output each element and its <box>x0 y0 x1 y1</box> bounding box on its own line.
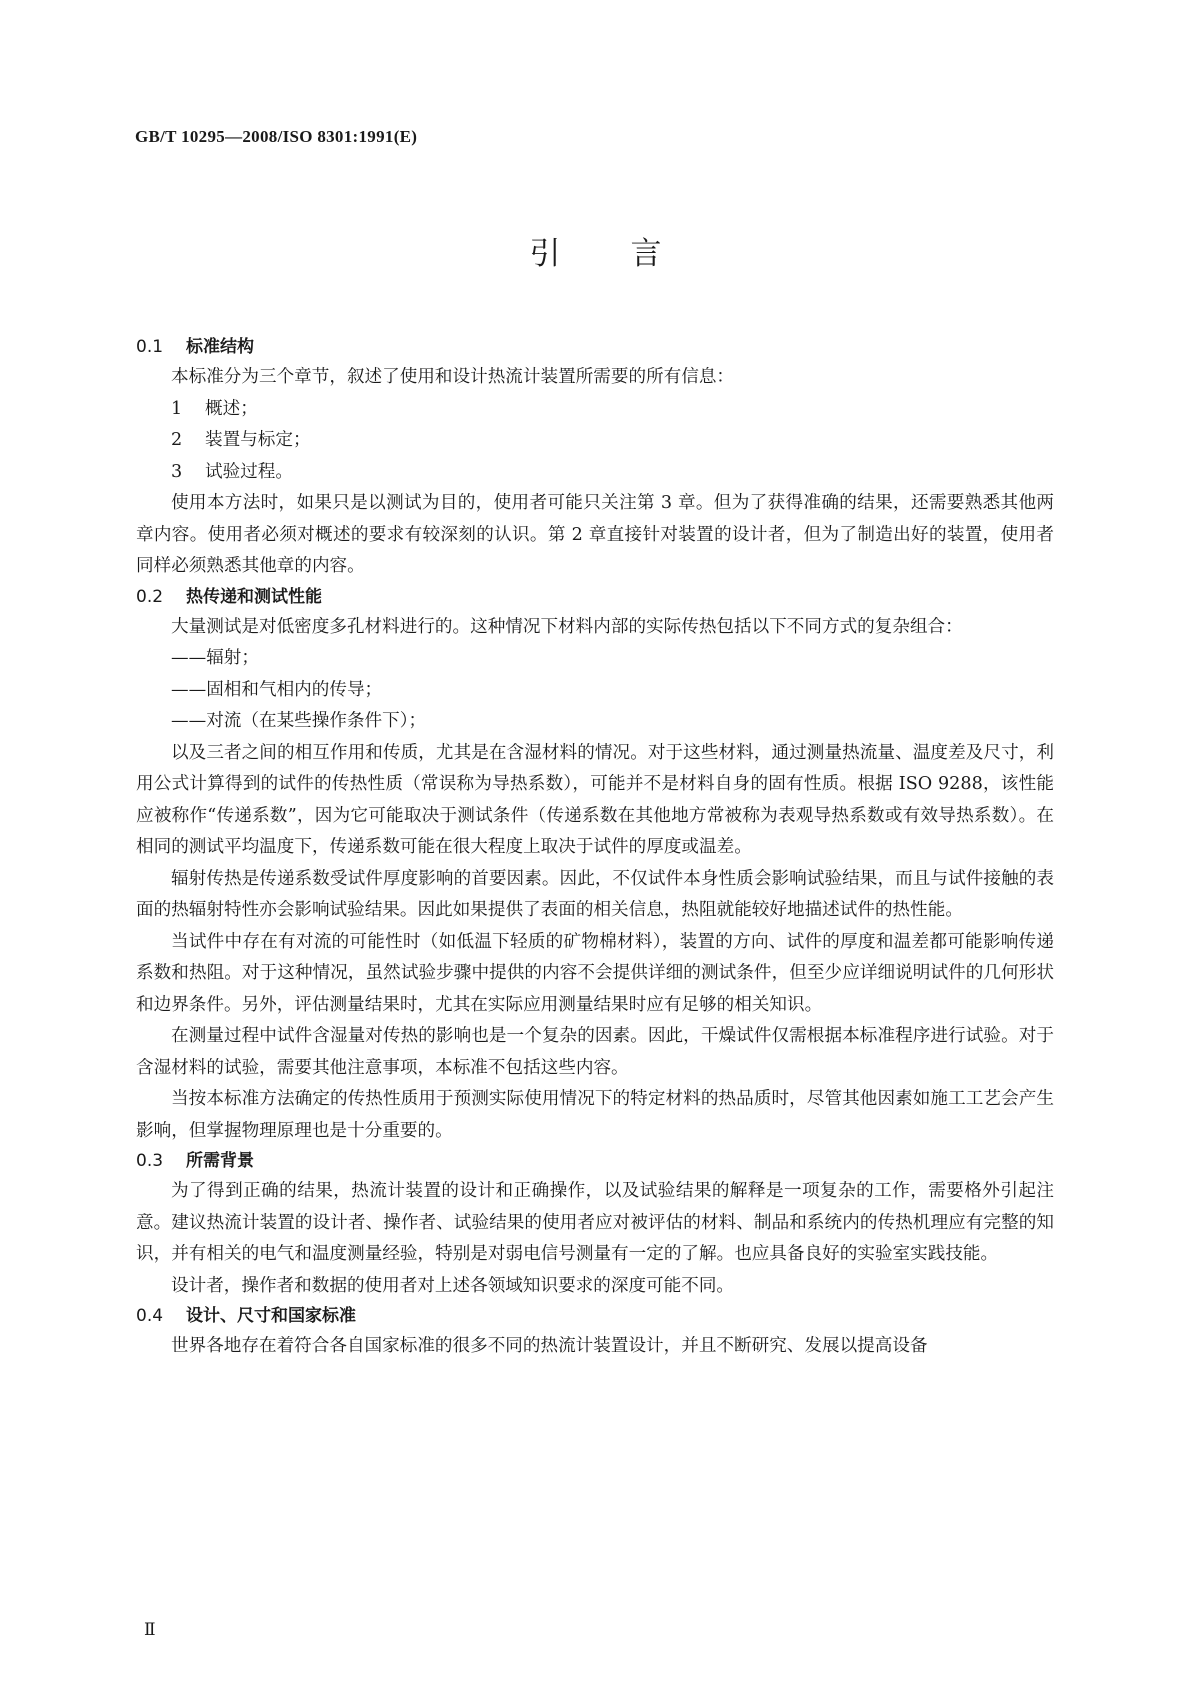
list-item <box>136 425 1054 457</box>
section-title: 设计、尺寸和国家标准 <box>186 1306 356 1326</box>
section-heading <box>136 333 1054 362</box>
page-number: Ⅱ <box>144 1620 156 1640</box>
paragraph: 设计者，操作者和数据的使用者对上述各领域知识要求的深度可能不同。 <box>171 1275 735 1296</box>
list-item <box>136 394 1054 426</box>
page-title: 引言 <box>529 236 732 272</box>
document-header: GB/T 10295—2008/ISO 8301:1991(E) <box>135 127 418 146</box>
dash-list-item: ——固相和气相内的传导； <box>171 679 383 700</box>
paragraph: 使用本方法时，如果只是以测试为目的，使用者可能只关注第 3 章。但为了获得准确的结果，还需要熟悉其他两章内容。使用者必须对概述的要求有较深刻的认识。第 2 章直接针对装置的设计者，但为了制造出好的装置，使用者同样必须熟悉其他章的内容。 <box>136 493 1054 576</box>
list-item-text: 装置与标定； <box>205 430 311 450</box>
section-title: 所需背景 <box>186 1151 254 1171</box>
list-item <box>136 457 1054 489</box>
section-number: 0.4 <box>136 1306 164 1326</box>
list-item-number: 1 <box>171 398 183 419</box>
dash-list-item: ——对流（在某些操作条件下）； <box>171 711 427 731</box>
list-item-number: 3 <box>171 461 183 482</box>
paragraph: 本标准分为三个章节，叙述了使用和设计热流计装置所需要的所有信息： <box>171 367 735 387</box>
paragraph: 辐射传热是传递系数受试件厚度影响的首要因素。因此，不仅试件本身性质会影响试验结果，而且与试件接触的表面的热辐射特性亦会影响试验结果。因此如果提供了表面的相关信息，热阻就能较好地描述试件的热性能。 <box>136 868 1054 920</box>
paragraph: 当试件中存在有对流的可能性时（如低温下轻质的矿物棉材料），装置的方向、试件的厚度和温差都可能影响传递系数和热阻。对于这种情况，虽然试验步骤中提供的内容不会提供详细的测试条件，但至少应详细说明试件的几何形状和边界条件。另外，评估测量结果时，尤其在实际应用测量结果时应有足够的相关知识。 <box>136 931 1054 1015</box>
section-title: 标准结构 <box>186 337 254 357</box>
list-item-text: 概述； <box>205 398 258 419</box>
section-number: 0.3 <box>136 1151 164 1171</box>
paragraph: 世界各地存在着符合各自国家标准的很多不同的热流计装置设计，并且不断研究、发展以提高设备 <box>171 1336 928 1356</box>
section-heading <box>136 583 1054 612</box>
paragraph: 为了得到正确的结果，热流计装置的设计和正确操作，以及试验结果的解释是一项复杂的工作，需要格外引起注意。建议热流计装置的设计者、操作者、试验结果的使用者应对被评估的材料、制品和系统内的传热机理应有完整的知识，并有相关的电气和温度测量经验，特别是对弱电信号测量有一定的了解。也应具备良好的实验室实践技能。 <box>136 1181 1054 1264</box>
paragraph: 大量测试是对低密度多孔材料进行的。这种情况下材料内部的实际传热包括以下不同方式的复杂组合： <box>171 616 963 637</box>
list-item-number: 2 <box>171 430 183 450</box>
section-heading <box>136 1147 1054 1176</box>
paragraph: 以及三者之间的相互作用和传质，尤其是在含湿材料的情况。对于这些材料，通过测量热流量、温度差及尺寸，利用公式计算得到的试件的传热性质（常误称为导热系数），可能并不是材料自身的固有性质。根据 ISO 9288，该性能应被称作“传递系数”，因为它可能取决于测试条件（传递系数在其他地方常被称为表观导热系数或有效导热系数）。在相同的测试平均温度下，传递系数可能在很大程度上取决于试件的厚度或温差。 <box>136 742 1054 857</box>
document-body <box>136 333 1054 1363</box>
section-title: 热传递和测试性能 <box>186 586 322 607</box>
section-number: 0.2 <box>136 586 164 607</box>
section-heading <box>136 1302 1054 1331</box>
dash-list-item: ——辐射； <box>171 648 259 668</box>
paragraph: 当按本标准方法确定的传热性质用于预测实际使用情况下的特定材料的热品质时，尽管其他因素如施工工艺会产生影响，但掌握物理原理也是十分重要的。 <box>136 1089 1054 1141</box>
section-number: 0.1 <box>136 337 164 357</box>
paragraph: 在测量过程中试件含湿量对传热的影响也是一个复杂的因素。因此，干燥试件仅需根据本标准程序进行试验。对于含湿材料的试验，需要其他注意事项，本标准不包括这些内容。 <box>136 1026 1054 1078</box>
list-item-text: 试验过程。 <box>205 461 293 482</box>
